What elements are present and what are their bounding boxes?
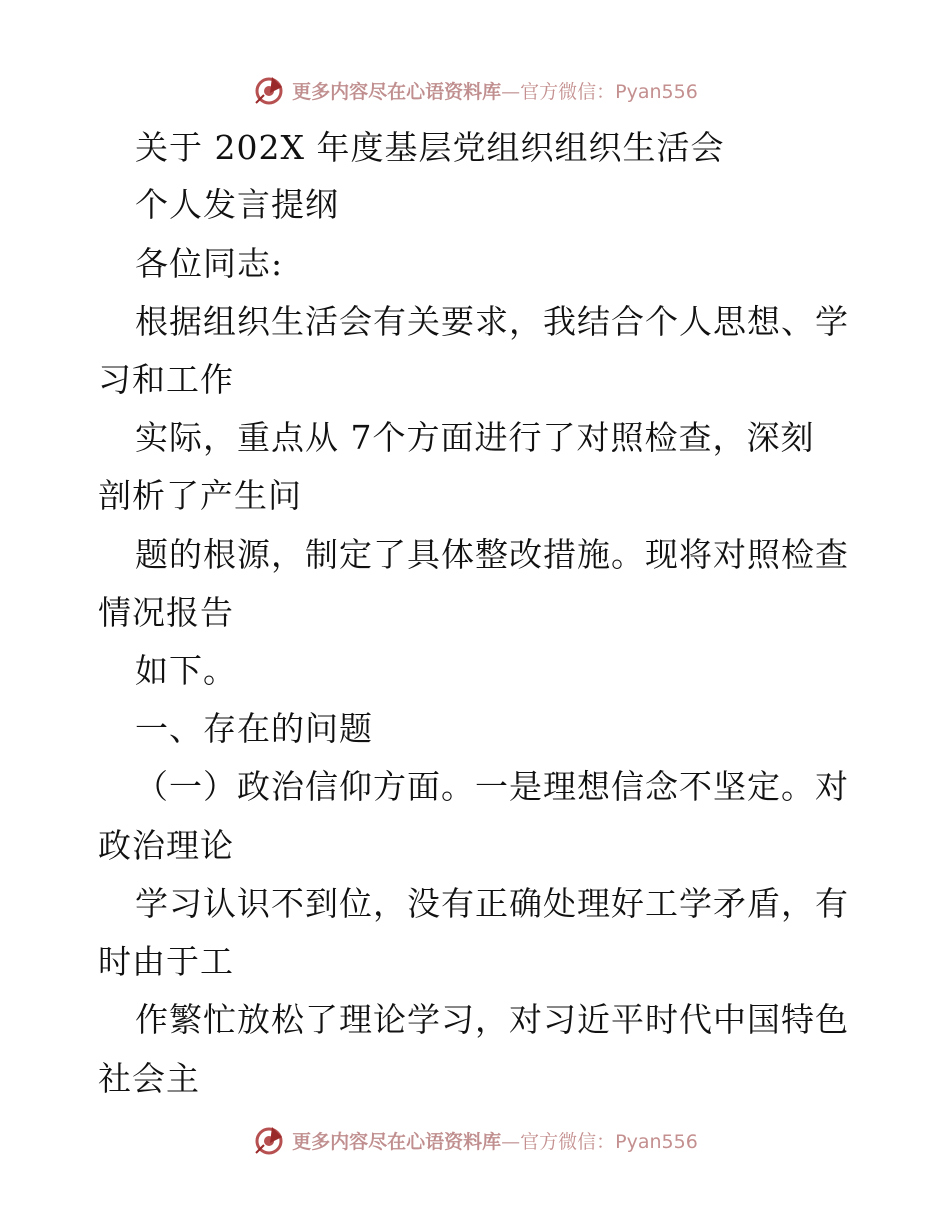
doc-line: 一、存在的问题 [135,709,373,748]
doc-line: 时由于工 [98,942,234,981]
doc-line: 实际，重点从 7个方面进行了对照检查，深刻 [135,418,815,457]
watermark-dash: — [501,80,521,103]
doc-line: 题的根源，制定了具体整改措施。现将对照检查 [135,535,849,574]
pen-logo-icon [252,73,286,107]
doc-line: 社会主 [98,1059,200,1098]
doc-line: 作繁忙放松了理论学习，对习近平时代中国特色 [135,1000,849,1039]
pen-logo-icon [252,1123,286,1157]
watermark-wechat-text: 官方微信：Pyan556 [520,80,698,103]
doc-line: （一）政治信仰方面。一是理想信念不坚定。对 [135,767,849,806]
watermark-banner-bottom [0,1120,950,1160]
doc-line: 如下。 [135,651,237,690]
doc-line: 学习认识不到位，没有正确处理好工学矛盾，有 [135,884,849,923]
doc-line: 政治理论 [98,826,234,865]
watermark-wechat-text: 官方微信：Pyan556 [520,1130,698,1153]
doc-line: 各位同志: [135,244,284,283]
doc-line: 关于 202X 年度基层党组织组织生活会 [135,128,725,167]
doc-line: 个人发言提纲 [135,185,339,224]
doc-line: 剖析了产生问 [98,476,302,515]
watermark-banner-top [0,70,950,110]
watermark-site-text: 更多内容尽在心语资料库 [292,80,502,103]
doc-line: 根据组织生活会有关要求，我结合个人思想、学 [135,302,849,341]
watermark-dash: — [501,1130,521,1153]
watermark-site-text: 更多内容尽在心语资料库 [292,1130,502,1153]
doc-line: 情况报告 [98,593,234,632]
doc-line: 习和工作 [98,360,234,399]
